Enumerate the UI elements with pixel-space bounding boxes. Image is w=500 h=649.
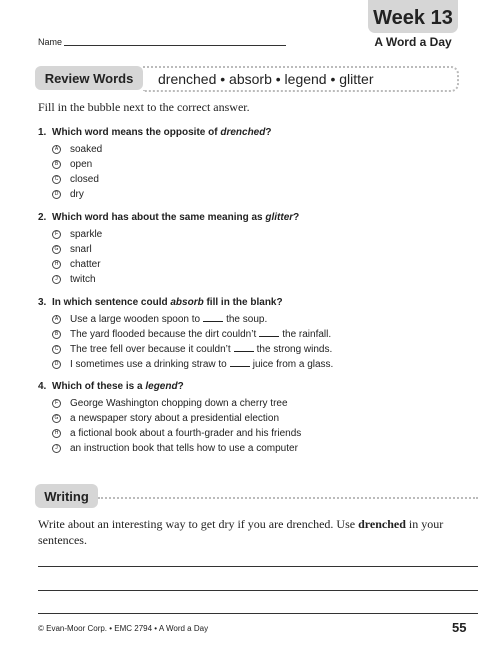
choice-4f[interactable] bbox=[52, 396, 478, 411]
bubble-icon[interactable]: G bbox=[52, 245, 61, 254]
question-4-text bbox=[38, 381, 478, 392]
question-keyword: legend bbox=[145, 381, 178, 392]
choice-text: twitch bbox=[70, 274, 96, 285]
blank-line bbox=[203, 313, 223, 322]
choice-text: dry bbox=[70, 189, 84, 200]
choice-text: a newspaper story about a presidential election bbox=[70, 413, 280, 424]
bubble-icon[interactable]: C bbox=[52, 175, 61, 184]
question-number: 1. bbox=[38, 127, 47, 138]
writing-title: Writing bbox=[44, 489, 89, 504]
writing-line-2[interactable] bbox=[38, 590, 478, 591]
choice-1a[interactable] bbox=[52, 142, 478, 157]
choice-text: open bbox=[70, 159, 93, 170]
bubble-icon[interactable]: H bbox=[52, 260, 61, 269]
question-number: 4. bbox=[38, 381, 47, 392]
choice-text-after: juice from a glass. bbox=[252, 359, 334, 370]
choice-text: snarl bbox=[70, 244, 92, 255]
bubble-icon[interactable]: J bbox=[52, 444, 61, 453]
question-2 bbox=[38, 212, 478, 287]
question-number: 2. bbox=[38, 212, 47, 223]
choice-text: chatter bbox=[70, 259, 101, 270]
writing-prompt bbox=[38, 516, 458, 548]
blank-line bbox=[234, 343, 254, 352]
choice-text: an instruction book that tells how to use a computer bbox=[70, 443, 298, 454]
choice-text: George Washington chopping down a cherry tree bbox=[70, 398, 288, 409]
choice-text: a fictional book about a fourth-grader and his friends bbox=[70, 428, 302, 439]
choice-text-before: The tree fell over because it couldn’t bbox=[70, 344, 231, 355]
question-text-pre: In which sentence could bbox=[52, 297, 171, 308]
question-text-pre: Which of these is a bbox=[52, 381, 146, 392]
writing-line-3[interactable] bbox=[38, 613, 478, 614]
question-1 bbox=[38, 127, 478, 202]
bubble-icon[interactable]: B bbox=[52, 330, 61, 339]
question-keyword: glitter bbox=[265, 212, 294, 223]
question-4 bbox=[38, 381, 478, 456]
choice-4h[interactable] bbox=[52, 426, 478, 441]
name-label: Name bbox=[38, 37, 63, 47]
choice-1b[interactable] bbox=[52, 157, 478, 172]
review-words-heading bbox=[35, 66, 143, 90]
choice-1d[interactable] bbox=[52, 187, 478, 202]
page-number: 55 bbox=[452, 620, 467, 635]
choice-text: closed bbox=[70, 174, 99, 185]
writing-divider bbox=[98, 497, 478, 499]
prompt-keyword: drenched bbox=[358, 517, 406, 531]
choice-text-before: I sometimes use a drinking straw to bbox=[70, 359, 227, 370]
writing-line-1[interactable] bbox=[38, 566, 478, 567]
bubble-icon[interactable]: D bbox=[52, 360, 61, 369]
choice-text: sparkle bbox=[70, 229, 103, 240]
question-3-text bbox=[38, 297, 478, 308]
question-text-pre: Which word has about the same meaning as bbox=[52, 212, 266, 223]
review-words-list: drenched • absorb • legend • glitter bbox=[158, 71, 374, 87]
choice-4g[interactable] bbox=[52, 411, 478, 426]
choice-3b[interactable] bbox=[52, 327, 478, 342]
choice-1c[interactable] bbox=[52, 172, 478, 187]
bubble-icon[interactable]: F bbox=[52, 399, 61, 408]
writing-heading bbox=[35, 484, 98, 508]
review-words-title: Review Words bbox=[44, 71, 134, 86]
question-1-text bbox=[38, 127, 478, 138]
question-3 bbox=[38, 297, 478, 372]
question-text-post: fill in the blank? bbox=[203, 297, 283, 308]
bubble-icon[interactable]: A bbox=[52, 145, 61, 154]
choice-text-after: the rainfall. bbox=[282, 329, 332, 340]
bubble-icon[interactable]: G bbox=[52, 414, 61, 423]
choice-3c[interactable] bbox=[52, 342, 478, 357]
choice-2h[interactable] bbox=[52, 257, 478, 272]
question-keyword: absorb bbox=[170, 297, 204, 308]
book-subtitle: A Word a Day bbox=[374, 35, 452, 49]
question-text-post: ? bbox=[177, 381, 184, 392]
choice-text-after: the soup. bbox=[226, 314, 268, 325]
choice-text-before: Use a large wooden spoon to bbox=[70, 314, 201, 325]
question-2-text bbox=[38, 212, 478, 223]
choice-2g[interactable] bbox=[52, 242, 478, 257]
bubble-icon[interactable]: F bbox=[52, 230, 61, 239]
week-label: Week 13 bbox=[373, 7, 453, 29]
bubble-icon[interactable]: A bbox=[52, 315, 61, 324]
choice-text: soaked bbox=[70, 144, 103, 155]
bubble-icon[interactable]: H bbox=[52, 429, 61, 438]
question-keyword: drenched bbox=[220, 127, 266, 138]
blank-line bbox=[230, 358, 250, 367]
footer-copyright: © Evan-Moor Corp. • EMC 2794 • A Word a Day bbox=[38, 624, 209, 633]
choice-3d[interactable] bbox=[52, 357, 478, 372]
choice-text-before: The yard flooded because the dirt couldn’t bbox=[70, 329, 257, 340]
name-line bbox=[64, 45, 286, 46]
blank-line bbox=[259, 328, 279, 337]
question-number: 3. bbox=[38, 297, 47, 308]
review-words-box bbox=[143, 66, 459, 92]
choice-2j[interactable] bbox=[52, 272, 478, 287]
bubble-icon[interactable]: D bbox=[52, 190, 61, 199]
question-text-pre: Which word means the opposite of bbox=[52, 127, 221, 138]
week-tab bbox=[368, 0, 458, 33]
question-text-post: ? bbox=[293, 212, 300, 223]
bubble-icon[interactable]: C bbox=[52, 345, 61, 354]
instructions: Fill in the bubble next to the correct answer. bbox=[38, 100, 250, 114]
choice-4j[interactable] bbox=[52, 441, 478, 456]
prompt-text-post: in your sentences. bbox=[38, 517, 444, 547]
question-text-post: ? bbox=[265, 127, 272, 138]
choice-3a[interactable] bbox=[52, 312, 478, 327]
bubble-icon[interactable]: J bbox=[52, 275, 61, 284]
bubble-icon[interactable]: B bbox=[52, 160, 61, 169]
prompt-text-pre: Write about an interesting way to get dry if you are drenched. Use bbox=[38, 517, 359, 531]
choice-2f[interactable] bbox=[52, 227, 478, 242]
choice-text-after: the strong winds. bbox=[256, 344, 333, 355]
